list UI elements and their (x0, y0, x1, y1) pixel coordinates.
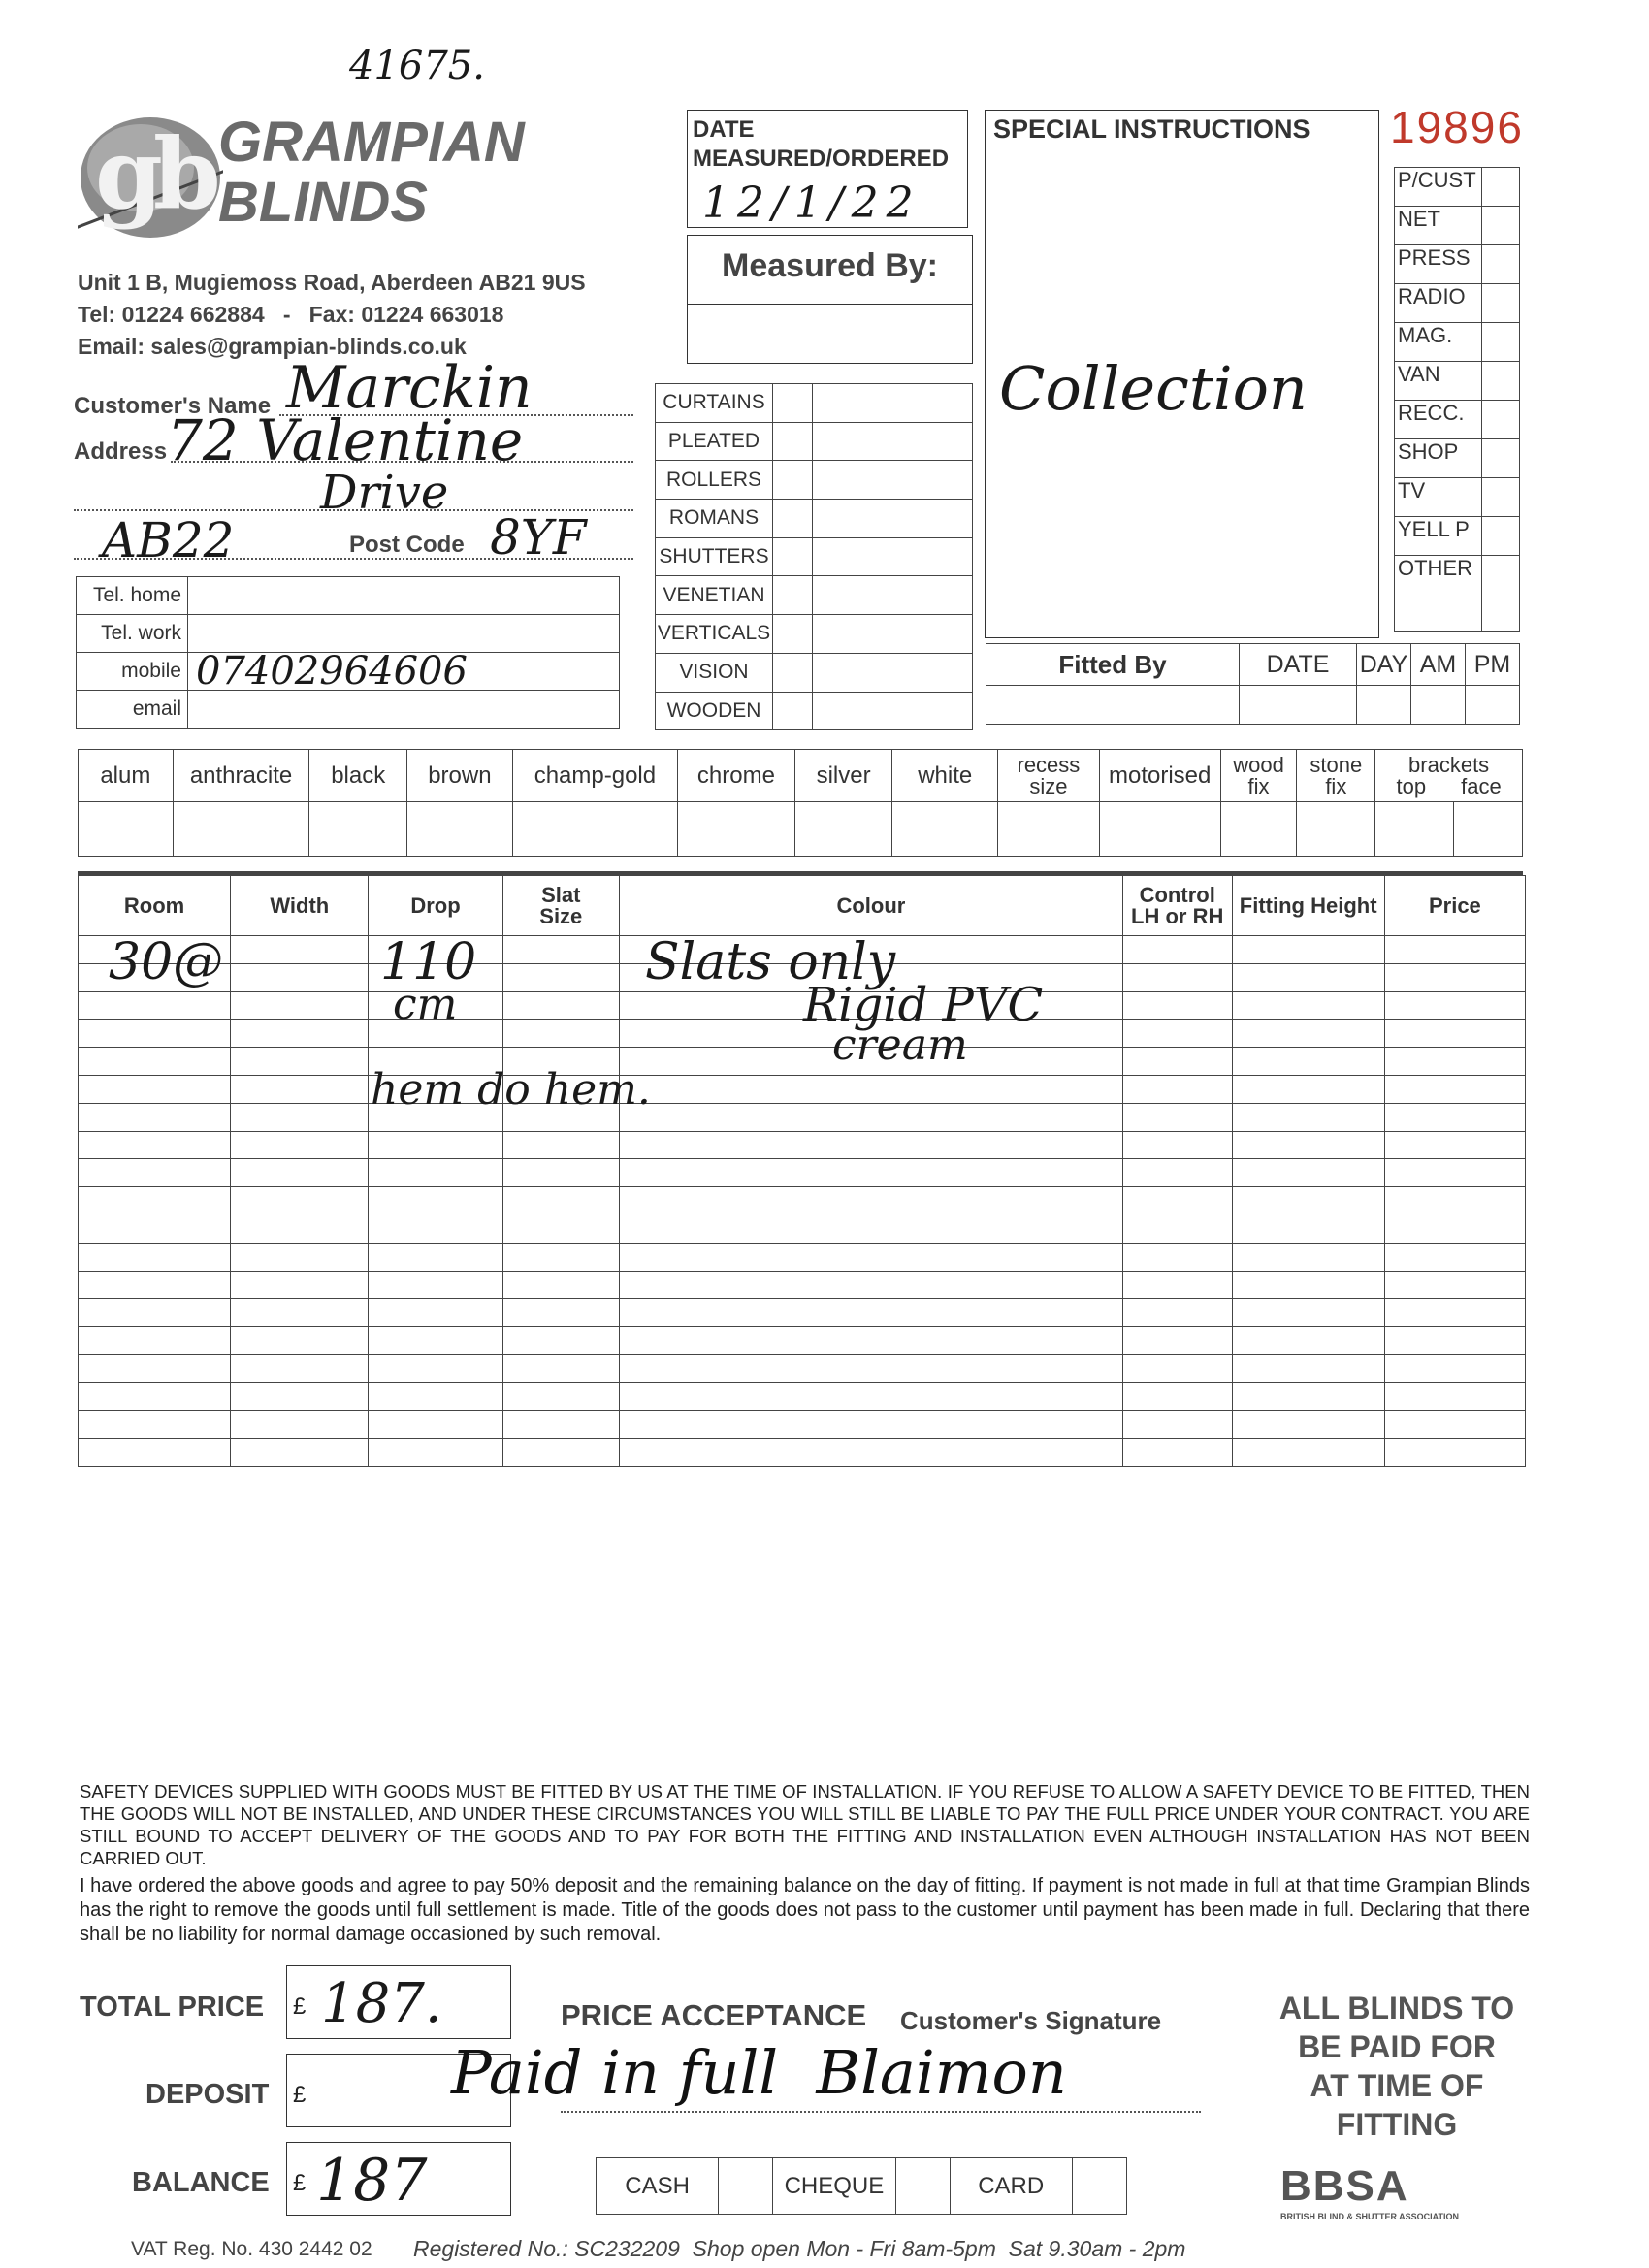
entry-drop-1: 110 (380, 933, 477, 991)
product-type: VENETIAN (656, 576, 773, 615)
header-price: Price (1384, 876, 1525, 936)
contact-table (76, 576, 620, 729)
entry-colour-1: Slats only (645, 933, 896, 991)
balance-currency: £ (293, 2170, 307, 2196)
address-line1: 72 Valentine (167, 407, 524, 473)
finish-white: white (892, 750, 998, 802)
balance-label: BALANCE (132, 2167, 270, 2198)
source-item: MAG. (1395, 323, 1482, 362)
special-instructions-box (985, 110, 1379, 638)
entry-colour-3: cream (832, 1021, 968, 1070)
bbsa-logo (1280, 2162, 1505, 2221)
source-item: RADIO (1395, 284, 1482, 323)
finish-alum: alum (79, 750, 174, 802)
company-address: Unit 1 B, Mugiemoss Road, Aberdeen AB21 9US (78, 270, 586, 295)
gb-logo (78, 114, 223, 241)
entry-colour-2: Rigid PVC (803, 978, 1044, 1032)
header-drop: Drop (369, 876, 502, 936)
postcode-value: 8YF (490, 509, 587, 566)
company-name-line1: GRAMPIAN (218, 111, 525, 174)
table-row (79, 1299, 1526, 1327)
contact-label: Tel. home (77, 577, 188, 615)
header-control: Control LH or RH (1122, 876, 1232, 936)
finish-champ-gold: champ-gold (512, 750, 677, 802)
bbsa-mark: BBSA (1280, 2162, 1409, 2210)
source-item: RECC. (1395, 401, 1482, 439)
total-price-box (286, 1965, 511, 2039)
finish-motorised: motorised (1099, 750, 1220, 802)
date-value: 12/1/22 (702, 178, 922, 228)
deposit-label: DEPOSIT (146, 2079, 270, 2110)
entry-room: 30@ (109, 933, 224, 991)
total-price-label: TOTAL PRICE (80, 1992, 265, 2023)
fitted-am-label: AM (1411, 644, 1466, 686)
deposit-currency: £ (293, 2082, 307, 2108)
table-row (79, 1382, 1526, 1410)
payment-method-table (596, 2157, 1127, 2215)
contact-label: mobile (77, 653, 188, 691)
header-colour: Colour (619, 876, 1122, 936)
finish-brown: brown (407, 750, 513, 802)
table-row (79, 1243, 1526, 1271)
price-acceptance-label: PRICE ACCEPTANCE (561, 1998, 867, 2032)
source-item: OTHER (1395, 556, 1482, 632)
date-label: DATE (693, 116, 755, 143)
contact-value (188, 577, 620, 615)
table-row (79, 1271, 1526, 1299)
source-list (1394, 167, 1520, 632)
entry-drop-2: cm (393, 980, 458, 1029)
fitted-by-table (986, 643, 1520, 725)
logo-letters: gb (95, 116, 211, 231)
date-box (687, 110, 968, 228)
fitted-day-label: DAY (1357, 644, 1411, 686)
finish-black: black (309, 750, 407, 802)
source-item: PRESS (1395, 245, 1482, 284)
fitted-date-label: DATE (1240, 644, 1357, 686)
table-row (79, 1159, 1526, 1187)
product-type: WOODEN (656, 692, 773, 730)
table-row (79, 1187, 1526, 1215)
finish-wood-fix: wood fix (1220, 750, 1297, 802)
fitted-by-label: Fitted By (986, 644, 1240, 686)
customer-name-label: Customer's Name (74, 393, 272, 419)
table-row (79, 1103, 1526, 1131)
product-type-table (655, 383, 973, 730)
date-label-2: MEASURED/ORDERED (693, 146, 950, 172)
table-row (79, 1354, 1526, 1382)
contact-label: email (77, 691, 188, 729)
table-row (79, 1327, 1526, 1355)
customer-name-value: Marckin (286, 354, 533, 422)
safety-terms: SAFETY DEVICES SUPPLIED WITH GOODS MUST BE FITTED BY US AT THE TIME OF INSTALLATION. IF YOU REFUSE TO ALLOW A SAFETY DEVICE TO BE FITTED, THEN THE GOODS WILL NOT BE INSTALLED, AND UNDER THESE CIRCUMSTANCES YOU WILL STILL BE LIABLE TO PAY THE FULL PRICE UNDER YOUR CONTRACT. YOU ARE STILL BOUND TO ACCEPT DELIVERY OF THE GOODS AND TO PAY FOR BOTH THE FITTING AND INSTALLATION EVEN ALTHOUGH INSTALLATION HAS NOT BEEN CARRIED OUT. (80, 1781, 1530, 1868)
special-instructions-text: Collection (999, 353, 1308, 424)
company-tel-fax: Tel: 01224 662884 - Fax: 01224 663018 (78, 302, 504, 327)
company-name-line2: BLINDS (218, 171, 428, 234)
postcode-label: Post Code (349, 532, 465, 558)
total-currency: £ (293, 1993, 307, 2020)
address-label: Address (74, 438, 168, 465)
header-width: Width (231, 876, 369, 936)
payment-method-cash: CASH (597, 2158, 719, 2215)
top-handwritten-note: 41675. (349, 44, 485, 88)
product-type: VERTICALS (656, 615, 773, 654)
header-fitting-height: Fitting Height (1232, 876, 1384, 936)
contact-value (188, 615, 620, 653)
finish-recess-size: recess size (998, 750, 1100, 802)
contact-label: Tel. work (77, 615, 188, 653)
source-item: TV (1395, 478, 1482, 517)
table-row (79, 1075, 1526, 1103)
table-row (79, 1020, 1526, 1048)
address-line2: Drive (320, 466, 449, 520)
table-row (79, 1215, 1526, 1243)
source-item: VAN (1395, 362, 1482, 401)
payment-method-cheque: CHEQUE (773, 2158, 895, 2215)
measured-by-box (687, 235, 973, 364)
payment-method-card: CARD (950, 2158, 1072, 2215)
product-type: VISION (656, 653, 773, 692)
address-line3: AB22 (102, 512, 235, 568)
finish-stone-fix: stone fix (1297, 750, 1375, 802)
entry-note: hem do hem. (371, 1065, 651, 1115)
contact-value (188, 691, 620, 729)
finish-chrome: chrome (678, 750, 795, 802)
source-item: NET (1395, 207, 1482, 245)
contact-value: 07402964606 (188, 653, 620, 691)
special-instructions-label: SPECIAL INSTRUCTIONS (993, 114, 1310, 144)
balance-box (286, 2142, 511, 2216)
finish-anthracite: anthracite (173, 750, 309, 802)
payment-terms: I have ordered the above goods and agree to pay 50% deposit and the remaining balance on the day of fitting. If payment is not made in full at that time Grampian Blinds has the right to remove the goods until full settlement is made. Title of the goods does not pass to the customer until payment has been made in full. Declaring that there shall be no liability for normal damage occasioned by such removal. (80, 1875, 1530, 1945)
table-row (79, 1410, 1526, 1439)
product-type: PLEATED (656, 422, 773, 461)
measured-by-label: Measured By: (722, 247, 938, 284)
finish-silver: silver (794, 750, 892, 802)
source-item: SHOP (1395, 439, 1482, 478)
header-slat-size: Slat Size (502, 876, 619, 936)
fitted-pm-label: PM (1466, 644, 1520, 686)
company-email: Email: sales@grampian-blinds.co.uk (78, 334, 467, 359)
header-room: Room (79, 876, 231, 936)
finishes-table (78, 749, 1523, 857)
table-row (79, 1439, 1526, 1467)
bbsa-caption: BRITISH BLIND & SHUTTER ASSOCIATION (1280, 2212, 1459, 2221)
payment-notice: ALL BLINDS TO BE PAID FOR AT TIME OF FITTING (1278, 1991, 1515, 2142)
product-type: ROLLERS (656, 461, 773, 500)
table-row (79, 1131, 1526, 1159)
vat-number: VAT Reg. No. 430 2442 02 (131, 2238, 372, 2260)
order-number: 19896 (1390, 102, 1524, 152)
total-price-value: 187. (321, 1972, 442, 2035)
product-type: ROMANS (656, 500, 773, 538)
registered-info: Registered No.: SC232209 Shop open Mon - Fri 8am-5pm Sat 9.30am - 2pm (413, 2236, 1186, 2261)
source-item: YELL P (1395, 517, 1482, 556)
source-item: P/CUST (1395, 168, 1482, 207)
customer-signature-label: Customer's Signature (900, 2006, 1162, 2035)
customer-signature: Paid in full Blaimon (451, 2037, 1067, 2108)
product-type: CURTAINS (656, 384, 773, 423)
table-row (79, 991, 1526, 1020)
table-row (79, 1048, 1526, 1076)
balance-value: 187 (316, 2147, 428, 2215)
product-type: SHUTTERS (656, 537, 773, 576)
finish-brackets: brackets top face (1375, 750, 1523, 802)
